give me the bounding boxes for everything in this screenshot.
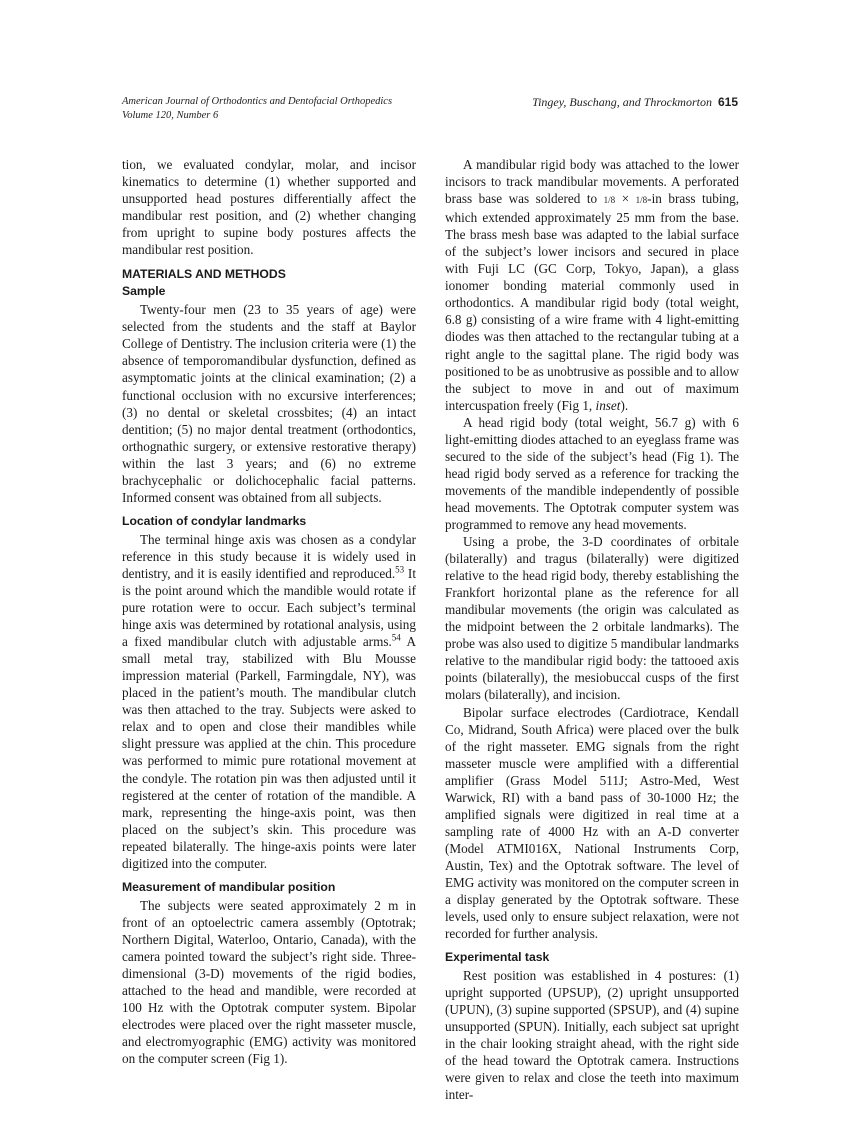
fraction: 1/8 — [603, 195, 616, 206]
fraction: 1/8 — [635, 195, 648, 206]
sample-paragraph: Twenty-four men (23 to 35 years of age) were selected from the students and the staff at Baylor College of Dentistry. The inclusion criteria were (1) the absence of temporomandibular dysfunction, defined as asymptomatic joints at the clinical examination; (2) a functional occlusion with no excursive interferences; (3) no dental or skeletal crossbites; (4) an intact dentition; (5) no major dental treatment (orthodontics, orthognathic surgery, or extensive restorative therapy) within the last 3 years; and (6) no extreme brachycephalic or dolichocephalic facial patterns. Informed consent was obtained from all subjects. — [122, 302, 416, 505]
text-span: The terminal hinge axis was chosen as a condylar reference in this study because it is widely used in dentistry, and it is easily identified and reproduced. — [122, 531, 416, 581]
condylar-landmarks-paragraph — [122, 531, 416, 872]
probe-paragraph: Using a probe, the 3-D coordinates of orbitale (bilaterally) and tragus (bilaterally) were digitized relative to the head rigid body, thereby establishing the Frankfort horizontal plane as the reference for all mandibular movements (the origin was calculated as the midpoint between the 2 orbitale landmarks). The probe was also used to digitize 5 mandibular landmarks relative to the mandibular rigid body: the tattooed axis points (bilaterally), the mesiobuccal cusps of the first molars (bilaterally), and incision. — [445, 534, 739, 703]
page-number: 615 — [717, 95, 738, 109]
reference-superscript: 54 — [391, 632, 401, 643]
measurement-paragraph: The subjects were seated approximately 2 m in front of an optoelectric camera assembly (Optotrak; Northern Digital, Waterloo, Ontario, Canada), with the camera pointed toward the subject’s right side. Three-dimensional (3-D) movements of the rigid bodies, attached to the head and mandible, were recorded at 100 Hz with the Optotrak computer system. Bipolar electrodes were placed over the right masseter muscle, and electromyographic (EMG) activity was monitored on the computer screen (Fig 1). — [122, 897, 416, 1067]
electrodes-paragraph: Bipolar surface electrodes (Cardiotrace, Kendall Co, Midrand, South Africa) were placed over the bulk of the right masseter. EMG signals from the right masseter muscle were amplified with a differential amplifier (Grass Model 511J; Astro-Med, West Warwick, RI) with a band pass of 30-1000 Hz; the amplified signals were digitized in real time at a sampling rate of 4000 Hz with an A-D converter (Model ATMI016X, National Instruments Corp, Austin, Tex) and the Optotrak software. The level of EMG activity was monitored on the computer screen in a display generated by the Optotrak software. These levels, used only to ensure subject relaxation, were not recorded for further analysis. — [445, 704, 739, 942]
experimental-task-paragraph: Rest position was established in 4 postures: (1) upright supported (UPSUP), (2) upright unsupported (UPUN), (3) supine supported (SPSUP), and (4) supine unsupported (SPUN). Initially, each subject sat upright in the chair looking straight ahead, with the right side of the head toward the Optotrak camera. Instructions were given to relax and close the teeth into maximum inter- — [445, 968, 739, 1103]
mandibular-rigid-body-paragraph — [445, 156, 739, 414]
subheading-experimental-task: Experimental task — [445, 950, 550, 965]
running-header — [122, 95, 738, 125]
head-rigid-body-paragraph: A head rigid body (total weight, 56.7 g) with 6 light-emitting diodes attached to an eyeglass frame was secured to the side of the subject’s head (Fig 1). The head rigid body served as a reference for tracking the movements of the mandible independently of possible head movements. The Optotrak computer system was programmed to remove any head movements. — [445, 414, 739, 532]
subheading-condylar-landmarks: Location of condylar landmarks — [122, 513, 307, 528]
reference-superscript: 53 — [395, 564, 405, 575]
text-span: A mandibular rigid body was attached to the lower incisors to track mandibular movements. A perforated brass base was soldered to — [445, 157, 739, 207]
section-heading-materials-methods: MATERIALS AND METHODS — [122, 267, 286, 282]
right-column — [445, 156, 739, 1104]
text-span: A small metal tray, stabilized with Blu Mousse impression material (Parkell, Farmingdale, NY), was placed in the patient’s mouth. The mandibular clutch was then attached to the tray. Subjects were asked to relax and to open and close their mandibles while slight pressure was applied at the chin. This procedure was performed to mimic pure rotational movement at the condyle. The rotation pin was then adjusted until it registered at the center of rotation of the mandible. A mark, representing the hinge-axis point, was then placed on the subject’s skin. This procedure was repeated bilaterally. The hinge-axis points were later digitized into the computer. — [122, 634, 416, 871]
journal-volume: Volume 120, Number 6 — [122, 110, 219, 121]
text-span: It is the point around which the mandible would rotate if pure rotation were to occur. Each subject’s terminal hinge axis was determined by rotational analysis, using a fixed mandibular clutch with adjustable arms. — [122, 565, 416, 650]
intro-continuation-paragraph: tion, we evaluated condylar, molar, and incisor kinematics to determine (1) whether supported and unsupported head postures differentially affect the mandibular rest position, and (2) whether changing from upright to supine body postures affects the mandibular rest position. — [122, 157, 416, 258]
left-column — [122, 156, 416, 1067]
times-sign: × — [615, 191, 636, 207]
author-names: Tingey, Buschang, and Throckmorton — [532, 95, 712, 109]
journal-citation — [122, 95, 392, 123]
text-span: ). — [620, 397, 629, 413]
inset-italic: inset — [595, 397, 621, 413]
text-span: -in brass tubing, which extended approximately 25 mm from the base. The brass mesh base was adapted to the labial surface of the subject’s lower incisors and secured in place with Fuji LC (GC Corp, Tokyo, Japan), a glass ionomer bonding material commonly used in orthodontics. A mandibular rigid body (total weight, 6.8 g) consisting of a wire frame with 4 light-emitting diodes was then attached to the rectangular tubing at a right angle to the sagittal plane. The rigid body was positioned to be as unobtrusive as possible and to allow the subject to move in and out of maximum intercuspation freely (Fig 1, — [445, 191, 739, 413]
subheading-measurement: Measurement of mandibular position — [122, 879, 336, 894]
subheading-sample: Sample — [122, 284, 166, 299]
journal-title: American Journal of Orthodontics and Dentofacial Orthopedics — [122, 96, 393, 107]
running-authors — [532, 95, 738, 109]
